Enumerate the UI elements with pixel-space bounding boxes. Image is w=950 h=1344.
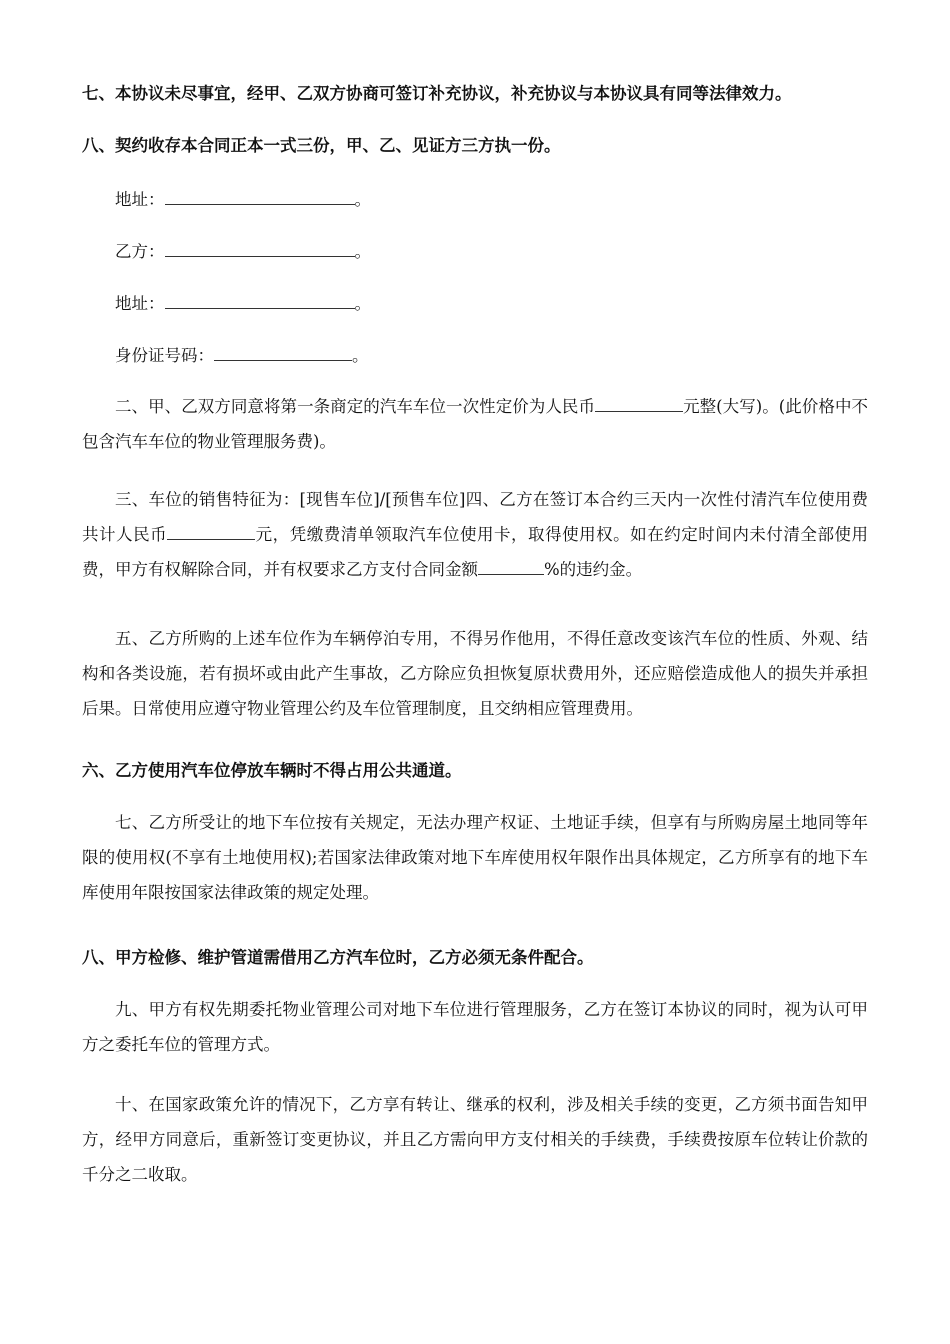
clause-3-4-paragraph bbox=[82, 482, 868, 587]
clause-2-text-2: 元整(大写)。(此价格中不包含汽车车位的物业管理服务费)。 bbox=[82, 397, 869, 451]
id-number-field bbox=[115, 344, 369, 367]
clause-3-4-text-2: 元，凭缴费清单领取汽车位使用卡，取得使用权。如在约定时间内未付清全部使用费，甲方有权解除合同，并有权要求乙方支付合同金额 bbox=[82, 525, 869, 579]
blank-line[interactable] bbox=[165, 188, 355, 205]
field-label: 地址： bbox=[115, 294, 165, 313]
clause-5-paragraph: 五、乙方所购的上述车位作为车辆停泊专用，不得另作他用，不得任意改变该汽车位的性质、外观、结构和各类设施，若有损坏或由此产生事故，乙方除应负担恢复原状费用外，还应赔偿造成他人的损失并承担后果。日常使用应遵守物业管理公约及车位管理制度，且交纳相应管理费用。 bbox=[82, 629, 868, 718]
clause-7-underground-paragraph: 七、乙方所受让的地下车位按有关规定，无法办理产权证、土地证手续，但享有与所购房屋土地同等年限的使用权(不享有土地使用权);若国家法律政策对地下车库使用权年限作出具体规定，乙方所享有的地下车库使用年限按国家法律政策的规定处理。 bbox=[82, 813, 868, 902]
field-label: 乙方： bbox=[115, 242, 165, 261]
clause-10-paragraph: 十、在国家政策允许的情况下，乙方享有转让、继承的权利，涉及相关手续的变更，乙方须书面告知甲方，经甲方同意后，重新签订变更协议，并且乙方需向甲方支付相关的手续费，手续费按原车位转让价款的千分之二收取。 bbox=[82, 1095, 868, 1184]
clause-8-maintenance-heading: 八、甲方检修、维护管道需借用乙方汽车位时，乙方必须无条件配合。 bbox=[82, 948, 594, 967]
clause-7-supplement-heading: 七、本协议未尽事宜，经甲、乙双方协商可签订补充协议，补充协议与本协议具有同等法律效力。 bbox=[82, 84, 792, 103]
field-end: 。 bbox=[354, 294, 371, 313]
clause-6-heading: 六、乙方使用汽车位停放车辆时不得占用公共通道。 bbox=[82, 761, 462, 780]
field-end: 。 bbox=[354, 190, 371, 209]
party-b-address-field bbox=[115, 292, 371, 315]
party-a-address-field bbox=[115, 188, 371, 211]
blank-line[interactable] bbox=[165, 292, 355, 309]
field-end: 。 bbox=[354, 242, 371, 261]
blank-line[interactable] bbox=[165, 240, 355, 257]
clause-2-text-1: 二、甲、乙双方同意将第一条商定的汽车车位一次性定价为人民币 bbox=[115, 397, 596, 416]
field-end: 。 bbox=[352, 346, 369, 365]
clause-8-copies-heading: 八、契约收存本合同正本一式三份，甲、乙、见证方三方执一份。 bbox=[82, 136, 561, 155]
penalty-percent-blank[interactable] bbox=[478, 558, 544, 575]
clause-9-paragraph: 九、甲方有权先期委托物业管理公司对地下车位进行管理服务，乙方在签订本协议的同时，视为认可甲方之委托车位的管理方式。 bbox=[82, 1000, 868, 1054]
price-blank[interactable] bbox=[595, 395, 683, 412]
clause-2-paragraph bbox=[82, 389, 868, 459]
clause-3-4-text-1: 三、车位的销售特征为：[现售车位]/[预售车位]四、乙方在签订本合约三天内一次性付清汽车位使用费共计人民币 bbox=[82, 490, 868, 544]
blank-line[interactable] bbox=[214, 344, 352, 361]
field-label: 身份证号码： bbox=[115, 346, 214, 365]
field-label: 地址： bbox=[115, 190, 165, 209]
clause-3-4-text-3: %的违约金。 bbox=[544, 560, 643, 579]
fee-blank[interactable] bbox=[167, 523, 255, 540]
party-b-field bbox=[115, 240, 371, 263]
